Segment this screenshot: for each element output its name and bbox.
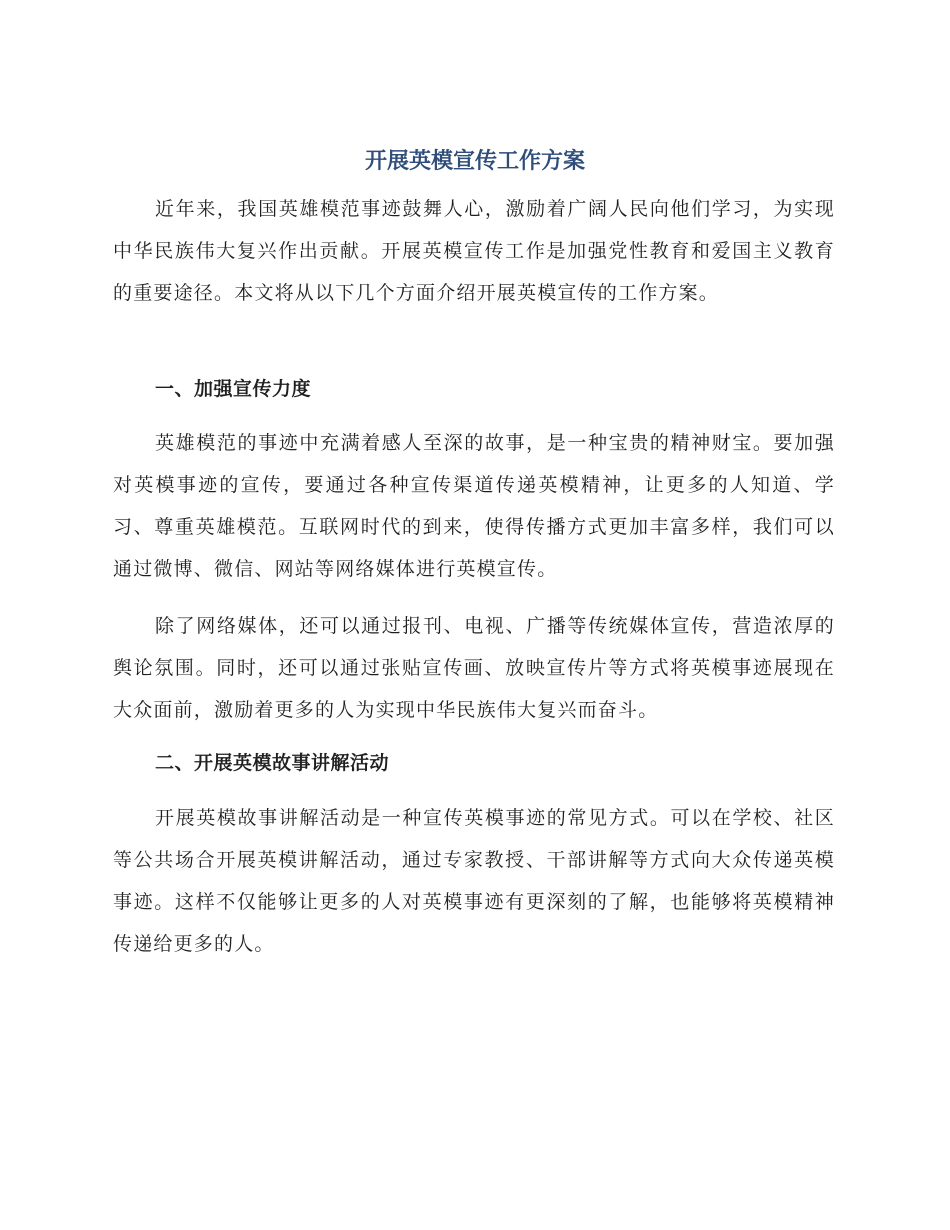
intro-block (113, 188, 835, 314)
section-2-paragraph-1-block (113, 797, 835, 965)
section-paragraph: 除了网络媒体，还可以通过报刊、电视、广播等传统媒体宣传，营造浓厚的舆论氛围。同时，还可以通过张贴宣传画、放映宣传片等方式将英模事迹展现在大众面前，激励着更多的人为实现中华民族伟大复兴而奋斗。 (113, 615, 835, 721)
section-1-heading-block (113, 373, 835, 405)
section-heading: 一、加强宣传力度 (155, 378, 312, 400)
section-paragraph: 开展英模故事讲解活动是一种宣传英模事迹的常见方式。可以在学校、社区等公共场合开展英模讲解活动，通过专家教授、干部讲解等方式向大众传递英模事迹。这样不仅能够让更多的人对英模事迹有更深刻的了解，也能够将英模精神传递给更多的人。 (113, 807, 835, 955)
section-1-paragraph-1-block (113, 422, 835, 590)
section-1-paragraph-2-block (113, 605, 835, 731)
section-paragraph: 英雄模范的事迹中充满着感人至深的故事，是一种宝贵的精神财宝。要加强对英模事迹的宣传，要通过各种宣传渠道传递英模精神，让更多的人知道、学习、尊重英雄模范。互联网时代的到来，使得传播方式更加丰富多样，我们可以通过微博、微信、网站等网络媒体进行英模宣传。 (113, 432, 835, 580)
document-title: 开展英模宣传工作方案 (364, 149, 585, 174)
section-heading: 二、开展英模故事讲解活动 (155, 752, 390, 774)
section-2-heading-block (113, 747, 835, 779)
intro-paragraph: 近年来，我国英雄模范事迹鼓舞人心，激励着广阔人民向他们学习，为实现中华民族伟大复兴作出贡献。开展英模宣传工作是加强党性教育和爱国主义教育的重要途径。本文将从以下几个方面介绍开展英模宣传的工作方案。 (113, 198, 835, 304)
